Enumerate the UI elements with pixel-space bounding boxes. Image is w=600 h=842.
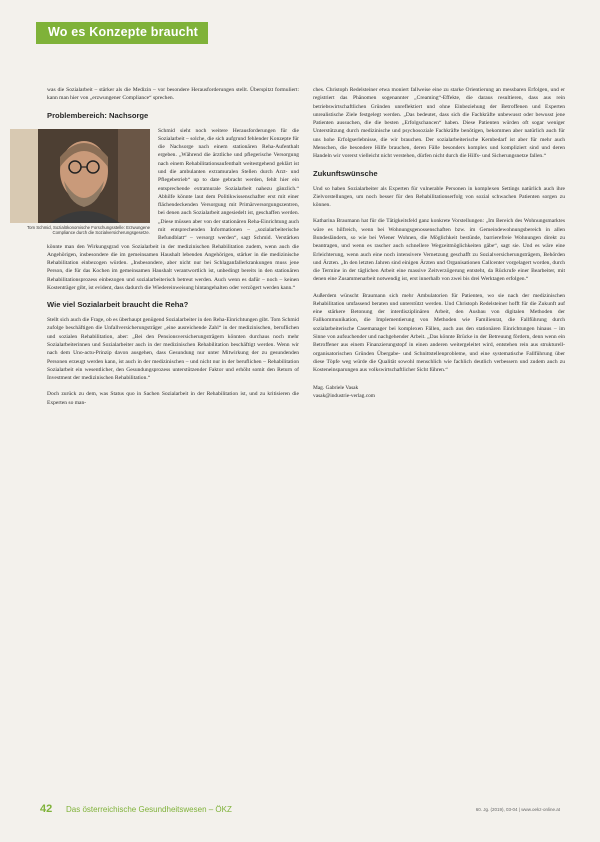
paragraph: was die Sozialarbeit – stärker als die Medizin – vor besondere Herausforderungen stellt. Überspitzt formuliert: kann man hier von „erzwungener Compliance“ sprechen. <box>47 87 299 102</box>
page-number: 42 <box>40 803 53 815</box>
author-signature <box>313 384 565 400</box>
subheading-sozialarbeit-reha: Wie viel Sozialarbeit braucht die Reha? <box>47 300 189 310</box>
right-column <box>313 86 565 400</box>
page-footer <box>40 803 560 823</box>
paragraph: Doch zurück zu dem, was Status quo in Sachen Sozialarbeit in der Rehabilitation ist, und zu kritisieren die Experten so man- <box>47 391 299 406</box>
photo-caption: Tom Schmid, Sozialökonomische Forschungsstelle: Erzwungene Compliance durch die Sozialversicherungsgesetze. <box>27 224 150 236</box>
paragraph: Stellt sich auch die Frage, ob es überhaupt genügend Sozialarbeiter in den Reha-Einrichtungen gibt. Tom Schmid zufolge beschäftigen die Unfallversicherungsträger „eine ausreichende Zahl“ in der medizinischen, beruflichen und sozialen Rehabilitation, aber: „Bei den Pensionsversicherungsträgern könnten durchaus noch mehr Sozialarbeiterinnen und Sozialarbeiter auch in der medizinischen Rehabilitation beschäftigt werden. Wenn wir nach dem Uno-actu-Prinzip davon ausgehen, dass Gesundung nur unter Mitwirkung der zu gesundenden Personen erzeugt werden kann, ist auch in der medizinischen – und nicht nur in der beruflichen – Rehabilitation Sozialarbeit ein wesentlicher, den Gesundungsprozess unterstützender Faktor und erhöht somit den Return of Investment der medizinischen Rehabilitation.“ <box>47 317 299 382</box>
subheading-zukunftswuensche: Zukunftswünsche <box>313 168 378 178</box>
publication-title: Das österreichische Gesundheitswesen – ÖKZ <box>66 805 232 814</box>
left-column <box>27 86 299 415</box>
paragraph: Schmid sieht noch weitere Herausforderungen für die Sozialarbeit – solche, die sich aufgrund fehlender Konzepte für die Nachsorge nach einem stationären Reha-Aufenthalt ergeben. „Während die ärztliche und pflegerische Versorgung nach einem Rehabilitationsaufenthalt weitestgehend geklärt ist und die ambulanten extramuralen Stellen durch Arzt- und Pflegebetrieb“ up to date gebracht werden, fehlt hier ein entsprechende extramurale Sozialarbeit nahezu gänzlich.“ Abhilfe könnte laut dem Politikwissenschafter erst mit einer flächendeckenden Versorgung mit Primärversorgungszentren, bei denen auch Sozialarbeit angesiedelt ist, geschaffen werden. „Diese müssen aber von der stationären Reha-Einrichtung auch mit entsprechenden Informationen – „sozialarbeiterische Befundblatt“ – versorgt werden“, sagt Schmid. Verstärken könnte man den Wirkungsgrad von Sozialarbeit in der medizinischen Rehabilitation zudem, wenn auch die Angehörigen, insbesondere die im gemeinsamen Haushalt lebenden Angehörigen, stärker in die medizinische Rehabilitation einbezogen würden. „Insbesondere, aber nicht nur bei Schlaganfallerkrankungen muss jene Person, die für das Kochen im gemeinsamen Haushalt verantwortlich ist, unbedingt bereits in den stationären Rehabilitationsprozess einbezogen und sozialarbeiterisch betreut werden. Auch wenn es dafür – noch – keinen Kostenträger gibt, ist evident, dass dadurch die Wiedereinweisung hintangehalten oder verzögert werden kann.“ <box>47 127 299 291</box>
author-name: Mag. Gabriele Vasak <box>313 385 359 392</box>
paragraph: ches. Christoph Redelsteiner etwa moniert fallweise eine zu starke Orientierung an messbaren Erfolgen, und er registriert das Phänomen sogenannter „Creaming“-Effekte, die daraus resultieren, dass aus rein betriebswirtschaftlichen Gründen unreflektiert und ohne Einbeziehung der Betroffenen und Experten unrealistische Ziele festgelegt werden. „Das bedeutet, dass sich die Fachkräfte unbewusst oder bewusst jene Patienten aussuchen, die die besten „Erfolgschancen“ haben. Diese Patienten würden oft sogar weniger Unterstützung durch medizinische und psychosoziale Fachkräfte benötigen, bekommen aber natürlich auch für uns hohe Erfolgserlebnisse, die wir brauchen. Der sozialarbeiterische Kernbedarf ist aber für mehr auch Menschen, die besondere Hilfe brauchen, deren Fälle besonders komplex und kompliziert sind und deren Handeln wir vorerst vielleicht nicht verstehen, dürfen nicht durch die Hilfs- und Sicherungsnetze fallen.“ <box>313 87 565 160</box>
author-email[interactable]: vasak@industrie-verlag.com <box>313 393 375 400</box>
paragraph: Katharina Braumann hat für die Tätigkeitsfeld ganz konkrete Vorstellungen: „Im Bereich des Wohnungsmarktes wäre es hilfreich, wenn bei Wohnungsgenossenschaften bzw. im Gemeindewohnungsbereich in allen Bundesländern, so wie bei Wiener Wohnen, die Möglichkeit bestünde, barrierefreie Wohnungen direkt zu beantragen, und wenn es rascher auch schnellere Wegzeitmöglichkeiten gäbe“, sagt sie. Und es wäre eine Erleichterung, wenn auch eine noch intensivere Vernetzung geschafft zu Sozialversicherungsträgern, Behörden und Ärzten. „In den letzten Jahren sind einigen Ärzten und Organisationen Callcenter vorgelagert worden, durch die Termine in der täglichen Arbeit eine massive Zeitverzögerung entsteht, da Rückrufe einer Bearbeiter, mit denen eine Zusammenarbeit notwendig ist, erst innerhalb von zwei bis drei Werktagen erfolgen.“ <box>313 218 565 283</box>
paragraph: Außerdem wünscht Braumann sich mehr Ambulatorien für Patienten, wo sie nach der medizinischen Rehabilitation umfassend beraten und unterstützt werden. Und Christoph Redelsteiner hofft für die Zukunft auf eine stärkere Betonung der interdisziplinären Arbeit, den Ausbau von digitalen Methoden der Fallkommunikation, die Implementierung von Methoden wie Familienrat, die Fallführung durch sozialarbeiterische Casemanager bei komplexen Fällen, auch aus den stationären Einrichtungen hinaus – im Sinne von aufsuchender und nachgehender Arbeit. „Das könnte Brücke in der Betreuung fördern, denn wenn ein Betroffener aus einem Finanzierungstopf in einen anderen weitergeleitet wird, entstehen rein aus strukturell-organisatorischen Gründen Übergabe- und Schnittstellenprobleme, und eine systematische Fallführung über diese Töpfe weg würde die Qualität sowohl menschlich wie fachlich deutlich verbessern und zudem auch zu Kosteneinsparungen aus volkswirtschaftlicher Sicht führen.“ <box>313 292 565 374</box>
section-title: Wo es Konzepte braucht <box>48 25 199 39</box>
portrait-image <box>10 129 150 223</box>
paragraph: Und so haben Sozialarbeiter als Experten für vulnerable Personen in komplexen Settings natürlich auch ihre Zielvorstellungen, um noch besser für den Rehabilitationserfolg von sozial schwachen Patienten sorgen zu können. <box>313 185 565 209</box>
issue-info: 60. Jg. (2019), 03-04 | www.oekz-online.at <box>475 807 560 812</box>
portrait-photo <box>10 129 150 223</box>
section-header <box>36 22 208 44</box>
subheading-nachsorge: Problembereich: Nachsorge <box>47 110 149 120</box>
